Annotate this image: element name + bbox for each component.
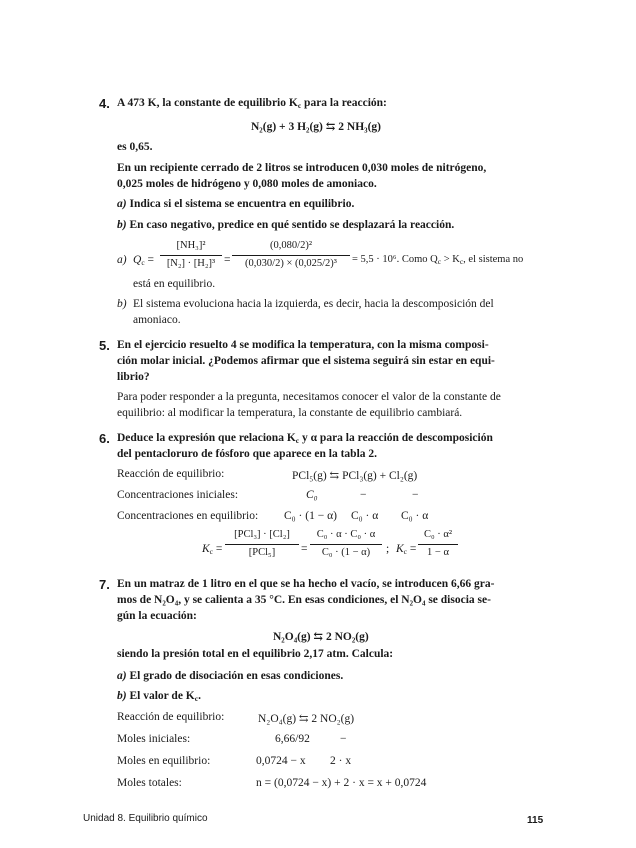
q7-part-b: b) El valor de $K_c$. (117, 690, 201, 703)
q4-ans-a-Q: $Q_c$ = (133, 254, 155, 267)
q7-row2-c2: − (340, 733, 347, 745)
q4-frac2-den: (0,030/2) × (0,025/2)³ (245, 258, 337, 269)
q6-kc-frac3-den: 1 − α (427, 547, 449, 558)
q4-statement: A 473 K, la constante de equilibrio $K_c$ para la reacción: (117, 97, 387, 110)
q4-frac1-den: [N₂] · [H₂]³ (166, 258, 216, 269)
q6-row3-c3: C₀ · α (401, 510, 429, 522)
q6-row2-c2: − (360, 489, 367, 501)
q4-equals: = (224, 254, 231, 266)
q6-kc-equals: = (301, 543, 308, 555)
q4-ans-a-cont: está en equilibrio. (133, 278, 216, 290)
q4-ans-b-label: b) (117, 298, 127, 310)
q4-part-b: b) En caso negativo, predice en qué sentido se desplazará la reacción. (117, 219, 455, 231)
q6-row3-c1: C₀ · (1 − α) (284, 510, 337, 522)
q4-number: 4. (99, 96, 110, 111)
q6-text-2: del pentacloruro de fósforo que aparece en la tabla 2. (117, 448, 378, 460)
q4-part-a: a) Indica si el sistema se encuentra en equilibrio. (117, 198, 355, 210)
q4-value: es 0,65. (117, 141, 153, 153)
q6-number: 6. (99, 431, 110, 446)
q4-ans-a-label: a) (117, 254, 127, 266)
page-number: 115 (527, 815, 544, 826)
q4-ans-b-1: El sistema evoluciona hacia la izquierda, es decir, hacia la descomposición del (133, 298, 494, 310)
q7-row3-c1: 0,0724 − x (256, 755, 306, 767)
q6-row1-value: PCl₅(g) ⇆ PCl₃(g) + Cl₂(g) (292, 470, 418, 482)
q4-text-2: 0,025 moles de hidrógeno y 0,080 moles de amoniaco. (117, 178, 377, 190)
q6-text-1: Deduce la expresión que relaciona $K_c$ y α para la reacción de descomposición (117, 432, 493, 445)
q6-kc-frac1-den: [PCl₅] (248, 547, 276, 558)
q5-number: 5. (99, 338, 110, 353)
q4-frac2-num: (0,080/2)² (270, 240, 312, 251)
q7-text-1: En un matraz de 1 litro en el que se ha hecho el vacío, se introducen 6,66 gra- (117, 578, 495, 590)
q7-row2-c1: 6,66/92 (275, 733, 310, 745)
q6-row2-label: Concentraciones iniciales: (117, 489, 239, 501)
q7-number: 7. (99, 577, 110, 592)
q6-kc-frac2-num: C₀ · α · C₀ · α (316, 529, 376, 540)
q6-kc-label: $K_c$ = (202, 543, 223, 556)
q6-kc-frac3-num: C₀ · α² (423, 529, 453, 540)
q6-row2-c3: − (412, 489, 419, 501)
q7-row1-label: Reacción de equilibrio: (117, 711, 225, 723)
q7-part-a: a) El grado de disociación en esas condiciones. (117, 670, 344, 682)
q4-ans-b-2: amoniaco. (133, 314, 181, 326)
q7-row2-label: Moles iniciales: (117, 733, 191, 745)
q6-row1-label: Reacción de equilibrio: (117, 468, 225, 480)
q5-text-2: ción molar inicial. ¿Podemos afirmar que el sistema seguirá sin estar en equi- (117, 355, 495, 367)
q6-kc-label-2: $K_c$ = (396, 543, 417, 556)
q5-text-1: En el ejercicio resuelto 4 se modifica la temperatura, con la misma composi- (117, 339, 489, 351)
q7-equation: N₂O₄(g) ⇆ 2 NO₂(g) (273, 631, 369, 643)
q6-kc-frac1-num: [PCl₃] · [Cl₂] (234, 529, 290, 540)
footer-unit: Unidad 8. Equilibrio químico (83, 813, 208, 824)
q5-answer-2: equilibrio: al modificar la temperatura, la constante de equilibrio cambiará. (117, 407, 463, 419)
q4-frac1-bar (160, 255, 222, 256)
q7-row3-c2: 2 · x (330, 755, 352, 767)
q7-text-3: gún la ecuación: (117, 610, 197, 622)
q7-row3-label: Moles en equilibrio: (117, 755, 211, 767)
q4-text-1: En un recipiente cerrado de 2 litros se introducen 0,030 moles de nitrógeno, (117, 162, 487, 174)
q6-kc-frac3-bar (418, 544, 458, 545)
q5-answer-1: Para poder responder a la pregunta, necesitamos conocer el valor de la constante de (117, 391, 501, 403)
q6-row3-c2: C₀ · α (351, 510, 379, 522)
q4-equation: N₂(g) + 3 H₂(g) ⇆ 2 NH₃(g) (251, 121, 382, 133)
q6-row2-c1: C₀ (306, 489, 318, 501)
q6-kc-frac1-bar (225, 544, 299, 545)
q6-kc-frac2-den: C₀ · (1 − α) (321, 547, 371, 558)
q4-ans-a-result: = 5,5 · 10⁶. Como $Q_c > K_c$, el sistema no (352, 254, 524, 266)
q7-row4-value: n = (0,0724 − x) + 2 · x = x + 0,0724 (256, 777, 427, 789)
q6-kc-frac2-bar (310, 544, 382, 545)
q7-row1-value: N₂O₄(g) ⇆ 2 NO₂(g) (258, 713, 355, 725)
q7-text-4: siendo la presión total en el equilibrio 2,17 atm. Calcula: (117, 648, 394, 660)
q5-text-3: librio? (117, 371, 150, 383)
q7-text-2: mos de N₂O₄, y se calienta a 35 °C. En esas condiciones, el N₂O₄ se disocia se- (117, 594, 491, 606)
q6-kc-separator: ; (386, 543, 390, 555)
q6-row3-label: Concentraciones en equilibrio: (117, 510, 259, 522)
q4-frac1-num: [NH₃]² (176, 240, 206, 251)
q4-frac2-bar (232, 255, 350, 256)
q7-row4-label: Moles totales: (117, 777, 182, 789)
